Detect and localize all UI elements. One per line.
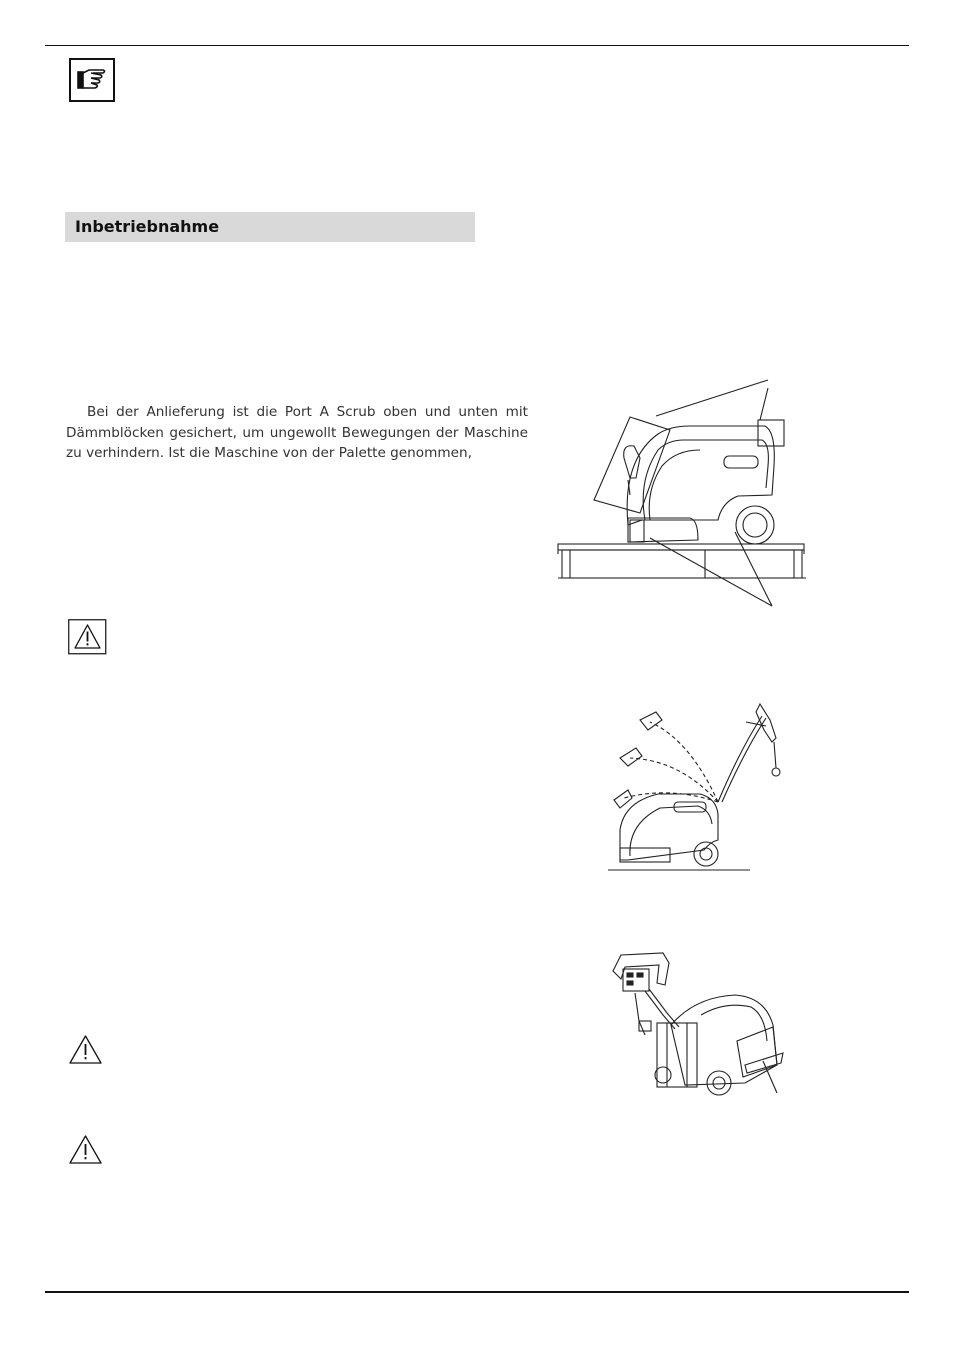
warning-triangle-icon — [68, 1033, 104, 1067]
footer-rule — [45, 1291, 909, 1293]
note-box — [69, 58, 115, 102]
machine-rear-perspective-illustration — [605, 945, 795, 1109]
warning-box — [68, 619, 108, 660]
section-heading: Inbetriebnahme — [65, 212, 475, 242]
header-rule — [45, 45, 909, 46]
handle-positions-illustration — [600, 690, 800, 889]
warning-icon-1 — [68, 1033, 104, 1071]
warning-triangle-icon — [68, 1133, 104, 1167]
pointing-hand-icon — [71, 60, 113, 100]
warning-icon-2 — [68, 1133, 104, 1171]
machine-on-pallet-illustration — [550, 370, 815, 624]
body-paragraph: Bei der Anlieferung ist die Port A Scrub oben und unten mit Dämmblöcken gesichert, um ungewollt Bewegungen der Maschine zu verhindern. Ist die Maschine von der Palette genommen, — [66, 404, 528, 462]
warning-triangle-icon — [68, 619, 108, 656]
